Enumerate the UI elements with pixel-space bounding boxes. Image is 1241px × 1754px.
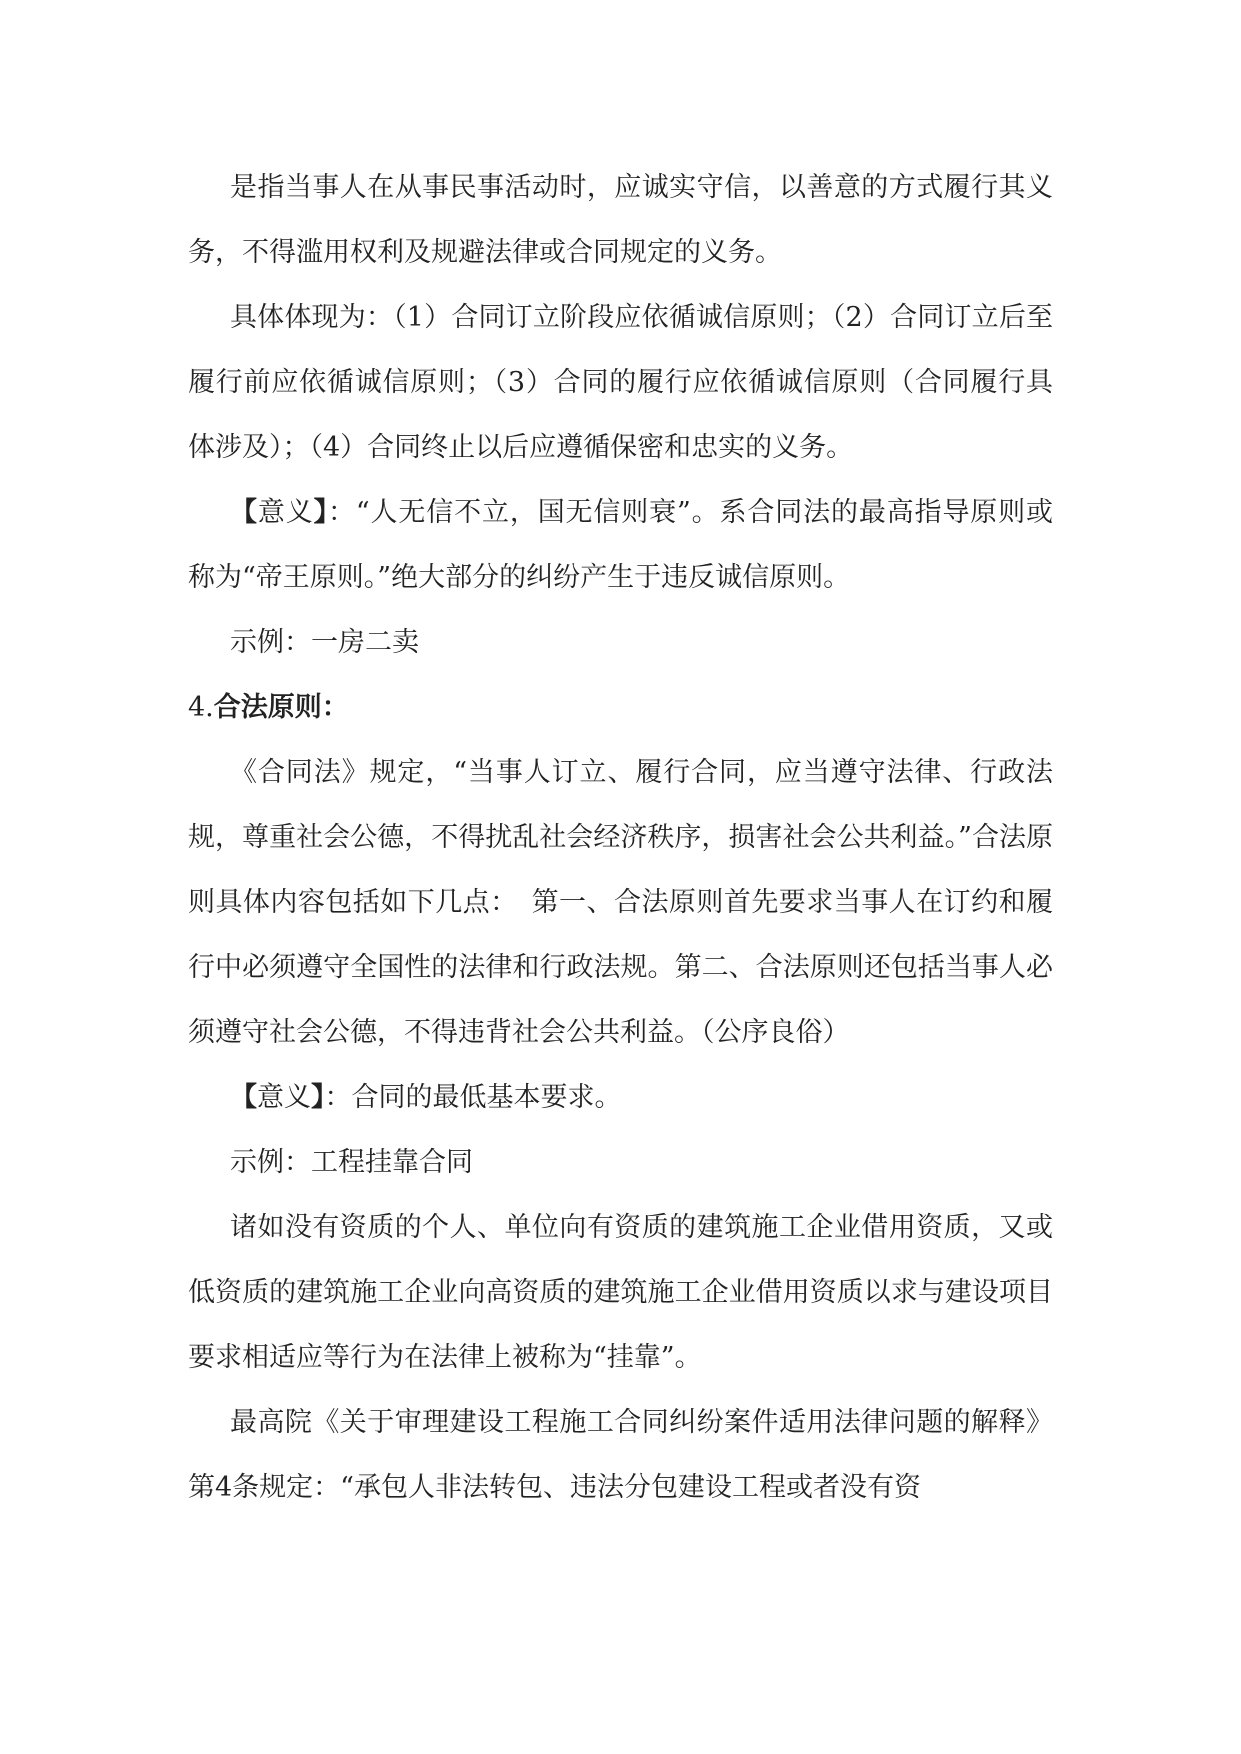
significance-text: ：合同的最低基本要求。 [324, 1082, 622, 1113]
paragraph-good-faith-significance [188, 480, 1053, 610]
section-number: 4. [188, 692, 214, 723]
paragraph-legality-significance [188, 1065, 1053, 1130]
bracket-open: 【 [230, 497, 258, 528]
bracket-close: 】 [313, 497, 328, 528]
bracket-close: 】 [311, 1082, 325, 1113]
paragraph-supreme-court-interpretation: 最高院《关于审理建设工程施工合同纠纷案件适用法律问题的解释》第4条规定：“承包人非法转包、违法分包建设工程或者没有资 [188, 1407, 1053, 1503]
paragraph-legality-example: 示例：工程挂靠合同 [230, 1147, 473, 1178]
section-title: 合法原则： [213, 692, 349, 723]
paragraph-affiliation-definition: 诸如没有资质的个人、单位向有资质的建筑施工企业借用资质，又或低资质的建筑施工企业向高资质的建筑施工企业借用资质以求与建设项目要求相适应等行为在法律上被称为“挂靠”。 [188, 1212, 1053, 1373]
significance-text: ：“人无信不立，国无信则衰”。系合同法的最高指导原则或称为“帝王原则。”绝大部分的纠纷产生于违反诚信原则。 [188, 497, 1054, 593]
paragraph-good-faith-example: 示例：一房二卖 [230, 627, 419, 658]
significance-label: 意义 [257, 497, 314, 528]
paragraph-legality-content: 《合同法》规定，“当事人订立、履行合同，应当遵守法律、行政法规，尊重社会公德，不得扰乱社会经济秩序，损害社会公共利益。”合法原则具体内容包括如下几点： 第一、合法原则首先要求当事人在订约和履行中必须遵守全国性的法律和行政法规。第二、合法原则还包括当事人必须遵守社会公德，不得违背社会公共利益。（公序良俗） [188, 757, 1053, 1048]
paragraph-good-faith-definition: 是指当事人在从事民事活动时，应诚实守信，以善意的方式履行其义务，不得滥用权利及规避法律或合同规定的义务。 [188, 172, 1053, 268]
section-heading-legality [188, 675, 1053, 740]
paragraph-good-faith-aspects: 具体体现为：（1）合同订立阶段应依循诚信原则；（2）合同订立后至履行前应依循诚信原则；（3）合同的履行应依循诚信原则（合同履行具体涉及）；（4）合同终止以后应遵循保密和忠实的义务。 [188, 302, 1053, 463]
bracket-open: 【 [230, 1082, 257, 1113]
significance-label: 意义 [257, 1082, 311, 1113]
document-body [188, 155, 1053, 1520]
